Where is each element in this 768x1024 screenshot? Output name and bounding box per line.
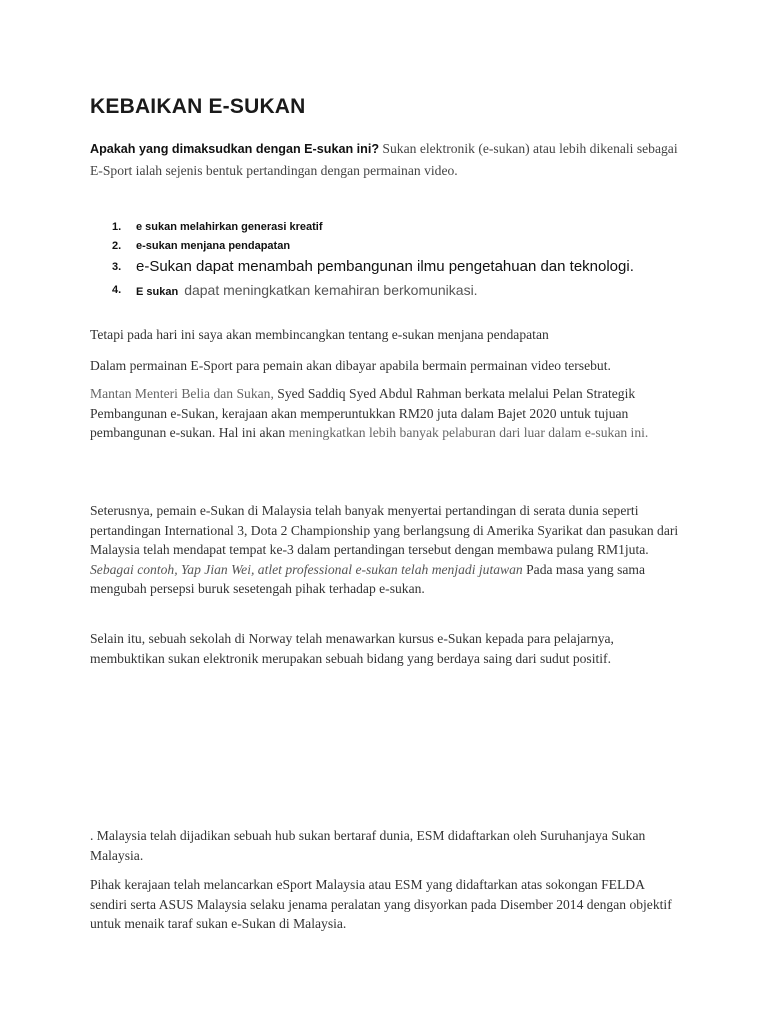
benefits-list (90, 218, 634, 302)
intro-answer: Sukan elektronik (e-sukan) atau lebih dikenali sebagai E-Sport ialah sejenis bentuk pertandingan dengan permainan video. (90, 141, 678, 178)
list-item-text: e sukan melahirkan generasi kreatif (136, 221, 323, 233)
paragraph-competitions-italic: Sebagai contoh, Yap Jian Wei, atlet professional e-sukan telah menjadi jutawan (90, 561, 523, 577)
paragraph-competitions-main: Seterusnya, pemain e-Sukan di Malaysia telah banyak menyertai pertandingan di serata dunia seperti pertandingan International 3, Dota 2 Championship yang berlangsung di Amerika Syarikat dan pasukan dari Malaysia telah mendapat tempat ke-3 dalam pertandingan tersebut dengan membawa pulang RM1juta. (90, 503, 679, 557)
list-number: 1. (112, 221, 122, 233)
paragraph-budget (90, 384, 684, 443)
paragraph-budget-muted-start: Mantan Menteri Belia dan Sukan, (90, 386, 274, 401)
list-number: 2. (112, 240, 122, 252)
list-number: 3. (112, 261, 122, 273)
paragraph-topic: Tetapi pada hari ini saya akan membincangkan tentang e-sukan menjana pendapatan (90, 327, 549, 342)
intro-paragraph (90, 138, 680, 181)
paragraph-payment: Dalam permainan E-Sport para pemain akan dibayar apabila bermain permainan video tersebut. (90, 358, 611, 373)
list-item (90, 278, 634, 302)
paragraph-competitions (90, 501, 684, 599)
list-item (90, 237, 634, 256)
paragraph-budget-main: Syed Saddiq Syed Abdul Rahman berkata melalui Pelan Strategik Pembangunan e-Sukan, kerajaan akan memperuntukkan RM20 juta dalam Bajet 2020 untuk tujuan pembangunan e-sukan. Hal ini akan (90, 386, 636, 440)
paragraph-norway: Selain itu, sebuah sekolah di Norway telah menawarkan kursus e-Sukan kepada para pelajarnya, membuktikan sukan elektronik merupakan sebuah bidang yang berdaya saing dari sudut positif. (90, 631, 614, 666)
paragraph-competitions-end: Pada masa yang sama mengubah persepsi buruk sesetengah pihak terhadap e-sukan. (90, 561, 646, 596)
list-number: 4. (112, 284, 122, 296)
list-item-text: dapat meningkatkan kemahiran berkomunikasi. (184, 282, 478, 298)
paragraph-budget-muted-end: meningkatkan lebih banyak pelaburan dari luar dalam e-sukan ini. (288, 425, 649, 440)
list-item (90, 218, 634, 237)
document-title: KEBAIKAN E-SUKAN (90, 95, 306, 118)
list-item-bold-text: E sukan (136, 286, 179, 298)
list-item-text: e-sukan menjana pendapatan (136, 240, 291, 252)
list-item-text: e-Sukan dapat menambah pembangunan ilmu pengetahuan dan teknologi. (136, 258, 634, 275)
list-item (90, 256, 634, 278)
paragraph-esm: Pihak kerajaan telah melancarkan eSport Malaysia atau ESM yang didaftarkan atas sokongan FELDA sendiri serta ASUS Malaysia selaku jenama peralatan yang disyorkan pada Disember 2014 dengan objektif untuk menaik taraf sukan e-Sukan di Malaysia. (90, 877, 672, 931)
intro-question: Apakah yang dimaksudkan dengan E-sukan ini? (90, 142, 380, 156)
paragraph-hub: . Malaysia telah dijadikan sebuah hub sukan bertaraf dunia, ESM didaftarkan oleh Suruhanjaya Sukan Malaysia. (90, 828, 646, 863)
